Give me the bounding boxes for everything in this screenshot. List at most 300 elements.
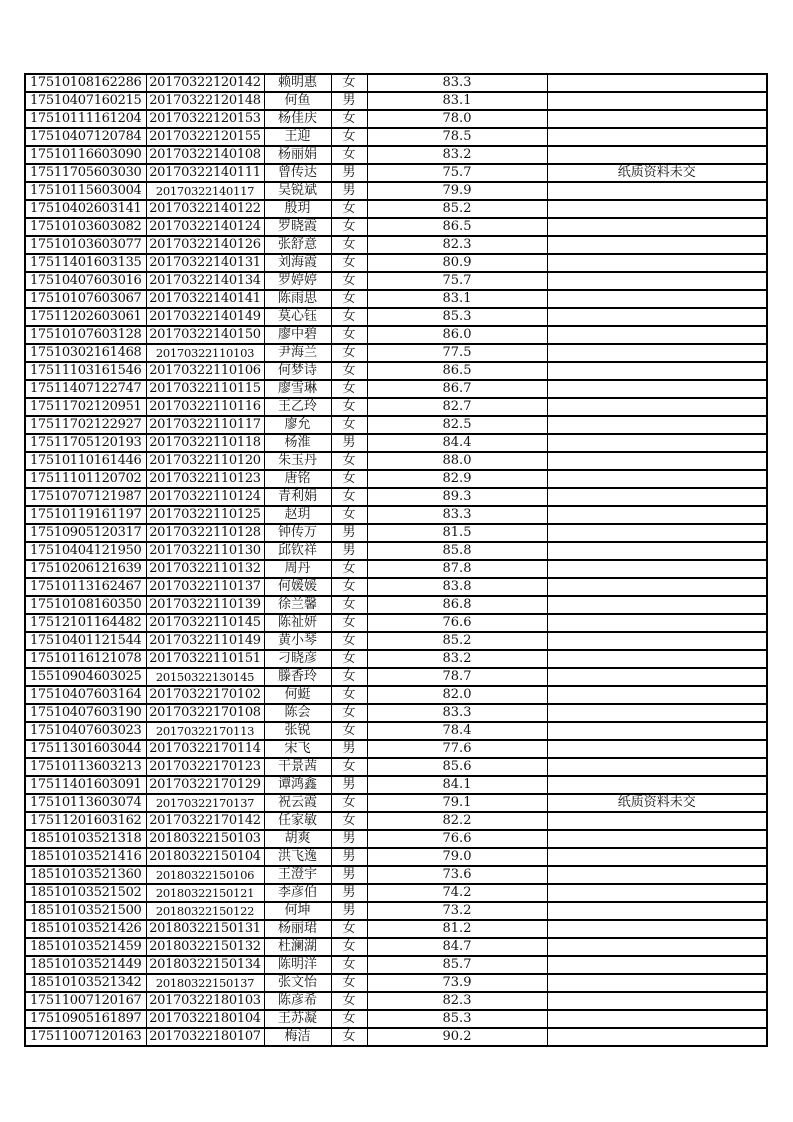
- exam-number-cell: 20170322180104: [146, 1010, 264, 1028]
- table-row: [25, 1010, 767, 1028]
- gender-cell: 女: [331, 128, 367, 146]
- exam-number-cell: 20180322150134: [146, 956, 264, 974]
- name-cell: 钟传万: [264, 524, 331, 542]
- exam-number-cell: 20170322110128: [146, 524, 264, 542]
- exam-number-cell: 20170322110124: [146, 488, 264, 506]
- table-row: [25, 614, 767, 632]
- student-id-cell: 18510103521500: [25, 902, 146, 920]
- student-id-cell: 18510103521459: [25, 938, 146, 956]
- gender-cell: 女: [331, 920, 367, 938]
- gender-cell: 男: [331, 92, 367, 110]
- remark-cell: [547, 398, 767, 416]
- remark-cell: [547, 560, 767, 578]
- student-id-cell: 17511401603091: [25, 776, 146, 794]
- table-row: [25, 452, 767, 470]
- table-row: [25, 344, 767, 362]
- table-row: [25, 542, 767, 560]
- gender-cell: 女: [331, 308, 367, 326]
- score-cell: 86.7: [367, 380, 547, 398]
- name-cell: 何坤: [264, 902, 331, 920]
- remark-cell: [547, 812, 767, 830]
- remark-cell: [547, 362, 767, 380]
- name-cell: 张文怡: [264, 974, 331, 992]
- score-cell: 76.6: [367, 614, 547, 632]
- score-cell: 82.7: [367, 398, 547, 416]
- remark-cell: [547, 920, 767, 938]
- exam-number-cell: 20170322170108: [146, 704, 264, 722]
- exam-number-cell: 20170322110125: [146, 506, 264, 524]
- gender-cell: 男: [331, 164, 367, 182]
- gender-cell: 女: [331, 344, 367, 362]
- score-cell: 90.2: [367, 1028, 547, 1046]
- student-id-cell: 17510115603004: [25, 182, 146, 200]
- remark-cell: [547, 146, 767, 164]
- student-id-cell: 17511407122747: [25, 380, 146, 398]
- remark-cell: [547, 668, 767, 686]
- student-id-cell: 17510113603074: [25, 794, 146, 812]
- exam-number-cell: 20170322170123: [146, 758, 264, 776]
- student-id-cell: 17510206121639: [25, 560, 146, 578]
- gender-cell: 女: [331, 722, 367, 740]
- gender-cell: 女: [331, 614, 367, 632]
- table-row: [25, 416, 767, 434]
- gender-cell: 女: [331, 254, 367, 272]
- table-row: [25, 74, 767, 92]
- exam-number-cell: 20180322150103: [146, 830, 264, 848]
- remark-cell: [547, 290, 767, 308]
- student-id-cell: 17510110161446: [25, 452, 146, 470]
- name-cell: 朱玉丹: [264, 452, 331, 470]
- table-row: [25, 164, 767, 182]
- student-id-cell: 17511202603061: [25, 308, 146, 326]
- remark-cell: [547, 182, 767, 200]
- exam-number-cell: 20180322150137: [146, 974, 264, 992]
- remark-cell: [547, 956, 767, 974]
- table-row: [25, 650, 767, 668]
- name-cell: 滕香玲: [264, 668, 331, 686]
- name-cell: 何梦诗: [264, 362, 331, 380]
- name-cell: 曾传达: [264, 164, 331, 182]
- score-cell: 75.7: [367, 272, 547, 290]
- exam-number-cell: 20180322150104: [146, 848, 264, 866]
- table-row: [25, 632, 767, 650]
- student-id-cell: 17510407603016: [25, 272, 146, 290]
- score-cell: 79.9: [367, 182, 547, 200]
- name-cell: 廖允: [264, 416, 331, 434]
- exam-number-cell: 20170322140149: [146, 308, 264, 326]
- table-row: [25, 812, 767, 830]
- gender-cell: 女: [331, 236, 367, 254]
- student-id-cell: 17510113162467: [25, 578, 146, 596]
- gender-cell: 女: [331, 632, 367, 650]
- remark-cell: [547, 740, 767, 758]
- remark-cell: [547, 758, 767, 776]
- exam-number-cell: 20170322140131: [146, 254, 264, 272]
- gender-cell: 男: [331, 866, 367, 884]
- score-cell: 83.1: [367, 290, 547, 308]
- student-id-cell: 17510113603213: [25, 758, 146, 776]
- table-row: [25, 920, 767, 938]
- table-row: [25, 506, 767, 524]
- gender-cell: 女: [331, 506, 367, 524]
- score-cell: 73.2: [367, 902, 547, 920]
- name-cell: 祝云霞: [264, 794, 331, 812]
- score-cell: 83.8: [367, 578, 547, 596]
- student-id-cell: 15510904603025: [25, 668, 146, 686]
- table-row: [25, 866, 767, 884]
- gender-cell: 女: [331, 812, 367, 830]
- name-cell: 何鱼: [264, 92, 331, 110]
- student-id-cell: 17510905161897: [25, 1010, 146, 1028]
- table-row: [25, 794, 767, 812]
- exam-number-cell: 20170322140117: [146, 182, 264, 200]
- name-cell: 杨淮: [264, 434, 331, 452]
- exam-number-cell: 20170322180107: [146, 1028, 264, 1046]
- student-id-cell: 17510116603090: [25, 146, 146, 164]
- remark-cell: 纸质资料未交: [547, 794, 767, 812]
- name-cell: 何媛媛: [264, 578, 331, 596]
- exam-number-cell: 20170322110137: [146, 578, 264, 596]
- remark-cell: [547, 1028, 767, 1046]
- exam-number-cell: 20180322150131: [146, 920, 264, 938]
- gender-cell: 男: [331, 740, 367, 758]
- name-cell: 李彦伯: [264, 884, 331, 902]
- name-cell: 刁晓彦: [264, 650, 331, 668]
- name-cell: 杜澜湖: [264, 938, 331, 956]
- table-row: [25, 146, 767, 164]
- gender-cell: 女: [331, 110, 367, 128]
- table-row: [25, 974, 767, 992]
- student-id-cell: 17511101120702: [25, 470, 146, 488]
- score-cell: 85.7: [367, 956, 547, 974]
- remark-cell: [547, 218, 767, 236]
- remark-cell: [547, 416, 767, 434]
- name-cell: 青利娟: [264, 488, 331, 506]
- gender-cell: 女: [331, 272, 367, 290]
- gender-cell: 男: [331, 830, 367, 848]
- gender-cell: 女: [331, 938, 367, 956]
- gender-cell: 女: [331, 470, 367, 488]
- gender-cell: 女: [331, 326, 367, 344]
- score-cell: 73.9: [367, 974, 547, 992]
- exam-number-cell: 20180322150122: [146, 902, 264, 920]
- exam-number-cell: 20170322110103: [146, 344, 264, 362]
- name-cell: 陈会: [264, 704, 331, 722]
- student-id-cell: 18510103521342: [25, 974, 146, 992]
- student-id-cell: 17510707121987: [25, 488, 146, 506]
- exam-number-cell: 20180322150121: [146, 884, 264, 902]
- gender-cell: 女: [331, 200, 367, 218]
- gender-cell: 女: [331, 362, 367, 380]
- name-cell: 任家敏: [264, 812, 331, 830]
- score-cell: 84.4: [367, 434, 547, 452]
- score-cell: 78.4: [367, 722, 547, 740]
- name-cell: 梅洁: [264, 1028, 331, 1046]
- gender-cell: 女: [331, 956, 367, 974]
- remark-cell: [547, 884, 767, 902]
- score-cell: 78.5: [367, 128, 547, 146]
- table-row: [25, 992, 767, 1010]
- remark-cell: [547, 992, 767, 1010]
- remark-cell: [547, 614, 767, 632]
- gender-cell: 女: [331, 668, 367, 686]
- score-cell: 85.8: [367, 542, 547, 560]
- student-id-cell: 17511401603135: [25, 254, 146, 272]
- student-id-cell: 18510103521360: [25, 866, 146, 884]
- name-cell: 赵玥: [264, 506, 331, 524]
- name-cell: 黄小琴: [264, 632, 331, 650]
- gender-cell: 男: [331, 182, 367, 200]
- student-id-cell: 17511702120951: [25, 398, 146, 416]
- name-cell: 尹海兰: [264, 344, 331, 362]
- score-cell: 82.2: [367, 812, 547, 830]
- score-cell: 75.7: [367, 164, 547, 182]
- score-cell: 78.7: [367, 668, 547, 686]
- table-row: [25, 488, 767, 506]
- remark-cell: [547, 524, 767, 542]
- remark-cell: [547, 326, 767, 344]
- score-cell: 88.0: [367, 452, 547, 470]
- score-cell: 89.3: [367, 488, 547, 506]
- remark-cell: [547, 902, 767, 920]
- exam-number-cell: 20170322110130: [146, 542, 264, 560]
- student-id-cell: 17510116121078: [25, 650, 146, 668]
- name-cell: 莫心钰: [264, 308, 331, 326]
- name-cell: 王苏凝: [264, 1010, 331, 1028]
- student-id-cell: 18510103521416: [25, 848, 146, 866]
- exam-number-cell: 20150322130145: [146, 668, 264, 686]
- gender-cell: 女: [331, 146, 367, 164]
- exam-number-cell: 20170322110151: [146, 650, 264, 668]
- remark-cell: [547, 452, 767, 470]
- student-id-cell: 17510108160350: [25, 596, 146, 614]
- score-cell: 85.3: [367, 308, 547, 326]
- student-id-cell: 18510103521502: [25, 884, 146, 902]
- remark-cell: 纸质资料未交: [547, 164, 767, 182]
- table-row: [25, 326, 767, 344]
- remark-cell: [547, 974, 767, 992]
- exam-number-cell: 20170322140126: [146, 236, 264, 254]
- gender-cell: 女: [331, 290, 367, 308]
- remark-cell: [547, 236, 767, 254]
- exam-number-cell: 20170322120153: [146, 110, 264, 128]
- name-cell: 何蜓: [264, 686, 331, 704]
- score-cell: 85.2: [367, 632, 547, 650]
- gender-cell: 女: [331, 398, 367, 416]
- score-cell: 82.3: [367, 236, 547, 254]
- name-cell: 吴锐斌: [264, 182, 331, 200]
- exam-number-cell: 20170322110117: [146, 416, 264, 434]
- remark-cell: [547, 128, 767, 146]
- remark-cell: [547, 866, 767, 884]
- table-row: [25, 362, 767, 380]
- remark-cell: [547, 254, 767, 272]
- table-row: [25, 686, 767, 704]
- table-row: [25, 200, 767, 218]
- table-row: [25, 524, 767, 542]
- student-id-cell: 17510407603164: [25, 686, 146, 704]
- student-id-cell: 17510401121544: [25, 632, 146, 650]
- remark-cell: [547, 578, 767, 596]
- gender-cell: 女: [331, 578, 367, 596]
- name-cell: 张锐: [264, 722, 331, 740]
- gender-cell: 女: [331, 704, 367, 722]
- table-row: [25, 272, 767, 290]
- score-cell: 76.6: [367, 830, 547, 848]
- name-cell: 宋飞: [264, 740, 331, 758]
- exam-number-cell: 20170322110115: [146, 380, 264, 398]
- exam-number-cell: 20170322110149: [146, 632, 264, 650]
- score-cell: 86.8: [367, 596, 547, 614]
- table-row: [25, 434, 767, 452]
- student-id-cell: 17510402603141: [25, 200, 146, 218]
- score-cell: 80.9: [367, 254, 547, 272]
- table-row: [25, 956, 767, 974]
- gender-cell: 男: [331, 524, 367, 542]
- remark-cell: [547, 632, 767, 650]
- table-row: [25, 848, 767, 866]
- exam-number-cell: 20180322150132: [146, 938, 264, 956]
- name-cell: 杨佳庆: [264, 110, 331, 128]
- table-row: [25, 704, 767, 722]
- exam-number-cell: 20170322110145: [146, 614, 264, 632]
- student-id-cell: 17511705603030: [25, 164, 146, 182]
- score-cell: 83.3: [367, 74, 547, 92]
- table-body: [25, 74, 767, 1046]
- remark-cell: [547, 506, 767, 524]
- name-cell: 王澄宇: [264, 866, 331, 884]
- exam-number-cell: 20180322150106: [146, 866, 264, 884]
- score-cell: 81.2: [367, 920, 547, 938]
- exam-number-cell: 20170322140108: [146, 146, 264, 164]
- exam-number-cell: 20170322110116: [146, 398, 264, 416]
- gender-cell: 女: [331, 650, 367, 668]
- remark-cell: [547, 470, 767, 488]
- table-row: [25, 182, 767, 200]
- exam-number-cell: 20170322110106: [146, 362, 264, 380]
- score-cell: 87.8: [367, 560, 547, 578]
- remark-cell: [547, 200, 767, 218]
- score-cell: 83.3: [367, 506, 547, 524]
- exam-number-cell: 20170322110139: [146, 596, 264, 614]
- table-row: [25, 722, 767, 740]
- score-cell: 86.0: [367, 326, 547, 344]
- student-id-cell: 17511103161546: [25, 362, 146, 380]
- table-row: [25, 560, 767, 578]
- student-id-cell: 17510107603128: [25, 326, 146, 344]
- score-cell: 77.6: [367, 740, 547, 758]
- score-table: [24, 73, 768, 1047]
- exam-number-cell: 20170322110132: [146, 560, 264, 578]
- exam-number-cell: 20170322170113: [146, 722, 264, 740]
- score-cell: 82.0: [367, 686, 547, 704]
- remark-cell: [547, 704, 767, 722]
- table-row: [25, 92, 767, 110]
- score-cell: 83.1: [367, 92, 547, 110]
- student-id-cell: 17511702122927: [25, 416, 146, 434]
- score-cell: 73.6: [367, 866, 547, 884]
- student-id-cell: 17510404121950: [25, 542, 146, 560]
- student-id-cell: 17511007120163: [25, 1028, 146, 1046]
- remark-cell: [547, 830, 767, 848]
- name-cell: 王迎: [264, 128, 331, 146]
- table-row: [25, 758, 767, 776]
- name-cell: 王乙玲: [264, 398, 331, 416]
- student-id-cell: 17510407160215: [25, 92, 146, 110]
- score-cell: 79.1: [367, 794, 547, 812]
- exam-number-cell: 20170322140111: [146, 164, 264, 182]
- exam-number-cell: 20170322170142: [146, 812, 264, 830]
- remark-cell: [547, 74, 767, 92]
- score-cell: 82.5: [367, 416, 547, 434]
- gender-cell: 女: [331, 686, 367, 704]
- table-row: [25, 578, 767, 596]
- exam-number-cell: 20170322140134: [146, 272, 264, 290]
- student-id-cell: 17511705120193: [25, 434, 146, 452]
- gender-cell: 男: [331, 776, 367, 794]
- exam-number-cell: 20170322170129: [146, 776, 264, 794]
- gender-cell: 男: [331, 884, 367, 902]
- student-id-cell: 17510108162286: [25, 74, 146, 92]
- remark-cell: [547, 92, 767, 110]
- table-row: [25, 740, 767, 758]
- name-cell: 洪飞逸: [264, 848, 331, 866]
- table-row: [25, 128, 767, 146]
- table-row: [25, 470, 767, 488]
- gender-cell: 女: [331, 992, 367, 1010]
- score-cell: 79.0: [367, 848, 547, 866]
- student-id-cell: 18510103521318: [25, 830, 146, 848]
- score-cell: 78.0: [367, 110, 547, 128]
- gender-cell: 女: [331, 560, 367, 578]
- gender-cell: 男: [331, 848, 367, 866]
- score-cell: 84.7: [367, 938, 547, 956]
- gender-cell: 女: [331, 452, 367, 470]
- score-cell: 83.3: [367, 704, 547, 722]
- name-cell: 胡爽: [264, 830, 331, 848]
- exam-number-cell: 20170322120142: [146, 74, 264, 92]
- remark-cell: [547, 938, 767, 956]
- score-cell: 82.9: [367, 470, 547, 488]
- gender-cell: 女: [331, 596, 367, 614]
- remark-cell: [547, 434, 767, 452]
- remark-cell: [547, 848, 767, 866]
- exam-number-cell: 20170322140150: [146, 326, 264, 344]
- score-cell: 83.2: [367, 146, 547, 164]
- exam-number-cell: 20170322140141: [146, 290, 264, 308]
- student-id-cell: 17512101164482: [25, 614, 146, 632]
- gender-cell: 女: [331, 416, 367, 434]
- name-cell: 陈雨思: [264, 290, 331, 308]
- score-cell: 81.5: [367, 524, 547, 542]
- name-cell: 陈明洋: [264, 956, 331, 974]
- student-id-cell: 17511201603162: [25, 812, 146, 830]
- remark-cell: [547, 1010, 767, 1028]
- remark-cell: [547, 686, 767, 704]
- remark-cell: [547, 488, 767, 506]
- name-cell: 杨丽珺: [264, 920, 331, 938]
- student-id-cell: 17510407120784: [25, 128, 146, 146]
- remark-cell: [547, 650, 767, 668]
- gender-cell: 女: [331, 1028, 367, 1046]
- table-row: [25, 830, 767, 848]
- exam-number-cell: 20170322110123: [146, 470, 264, 488]
- table-row: [25, 1028, 767, 1046]
- score-cell: 74.2: [367, 884, 547, 902]
- exam-number-cell: 20170322140122: [146, 200, 264, 218]
- score-cell: 86.5: [367, 218, 547, 236]
- remark-cell: [547, 110, 767, 128]
